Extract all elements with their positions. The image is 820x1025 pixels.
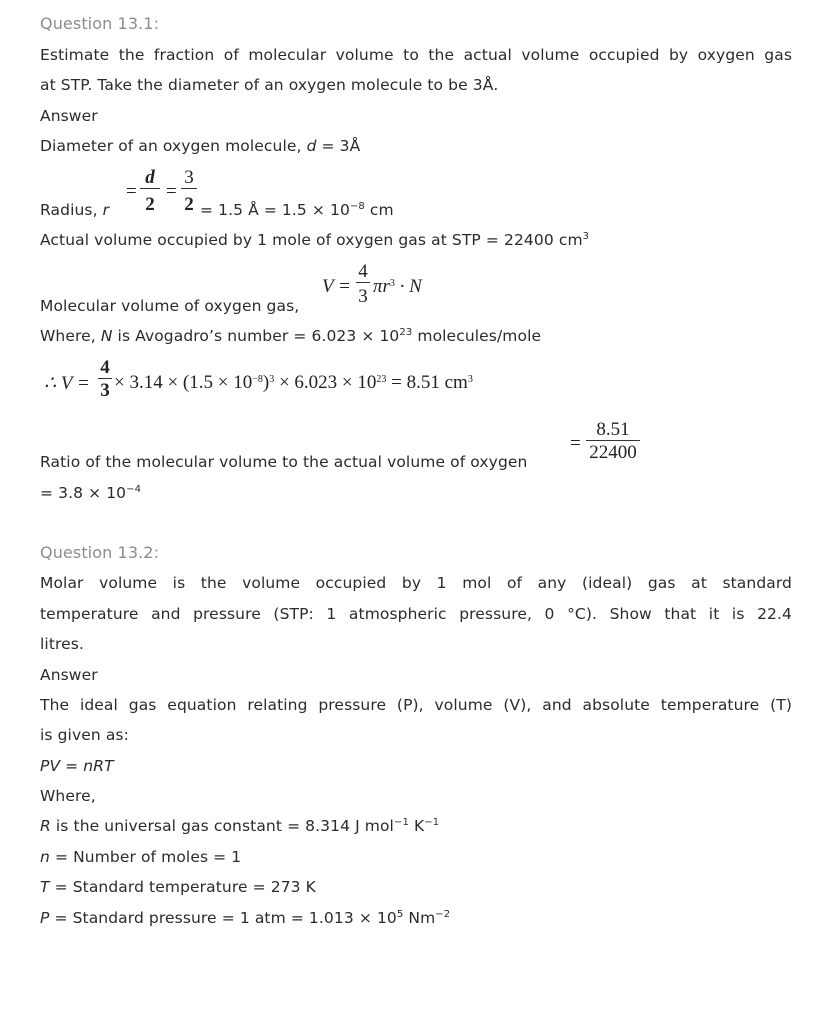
ideal-gas-line: is given as: [40,726,129,744]
variable: R [40,817,51,835]
fraction [140,168,160,215]
ratio-line: Ratio of the molecular volume to the actual volume of oxygen [40,453,528,471]
text: = 3.8 × 10 [40,484,127,502]
ideal-gas-line: The ideal gas equation relating pressure (P), volume (V), and absolute temperature (T) [40,696,792,714]
radius-result [200,200,394,220]
exponent: −1 [424,817,440,828]
exponent: 5 [396,909,404,920]
denominator: 22400 [589,442,637,463]
denominator: 2 [145,194,155,215]
text: πr [373,276,390,297]
text: = Number of moles = 1 [49,848,242,866]
formula-lhs: V = [322,276,351,297]
variable: T [40,878,50,896]
text: Radius, [40,201,103,219]
text: = Standard temperature = 273 K [49,878,316,896]
text: Diameter of an oxygen molecule, [40,137,307,155]
question-text-line: temperature and pressure (STP: 1 atmospheric pressure, 0 °C). Show that it is 22.4 [40,605,792,623]
text: Where, [40,327,101,345]
text: = Standard pressure = 1 atm = 1.013 × 10 [49,909,397,927]
pressure-line [40,908,450,928]
numerator: 4 [98,358,112,379]
text: × 3.14 × (1.5 × 10 [114,372,253,393]
text: ) [262,372,270,393]
text: is Avogadro’s number = 6.023 × 10 [112,327,400,345]
question-text-line: Molar volume is the volume occupied by 1 mol of any (ideal) gas at standard [40,574,792,592]
text: cm [364,201,394,219]
exponent: 3 [582,231,590,242]
formula-lhs: ∴ V = [44,373,90,394]
molecular-volume-label: Molecular volume of oxygen gas, [40,297,300,315]
denominator: 3 [100,380,110,401]
text: = 1.5 Å = 1.5 × 10 [200,201,350,219]
text: = 8.51 cm [386,372,468,393]
text: = 3Å [316,137,361,155]
text: Nm [403,909,436,927]
formula-rhs [373,276,422,298]
where-label: Where, [40,787,96,805]
ratio-result [40,483,141,503]
exponent: −8 [349,201,365,212]
text: · N [394,276,422,297]
text: is the universal gas constant = 8.314 J mol [50,817,394,835]
text: Actual volume occupied by 1 mole of oxygen gas at STP = 22400 cm [40,231,583,249]
question-text-line: litres. [40,635,84,653]
variable: P [40,909,50,927]
text: × 6.023 × 10 [274,372,377,393]
question-title: Question 13.2: [40,543,160,562]
variable: d [306,137,317,155]
answer-label: Answer [40,107,98,125]
fraction [586,420,640,463]
moles-line [40,847,241,867]
volume-calculation [44,358,524,402]
numerator: 4 [356,262,370,283]
ideal-gas-equation: PV = nRT [40,757,114,775]
exponent: −4 [126,484,142,495]
question-text-line: at STP. Take the diameter of an oxygen molecule to be 3Å. [40,76,499,94]
actual-volume-line [40,230,589,250]
fraction [356,262,370,307]
formula-rhs [114,372,473,394]
exponent: 3 [389,278,395,289]
text: molecules/mole [412,327,542,345]
variable: n [40,848,50,866]
fraction [98,358,112,401]
diameter-line [40,136,360,156]
numerator: 3 [181,168,197,189]
avogadro-line [40,326,541,346]
question-text-line: Estimate the fraction of molecular volume to the actual volume occupied by oxygen gas [40,46,792,64]
variable: N [100,327,113,345]
temperature-line [40,877,316,897]
denominator: 3 [358,286,368,307]
exponent: −8 [252,374,263,385]
numerator: d [140,168,160,189]
exponent: 23 [376,374,387,385]
answer-label: Answer [40,666,98,684]
text: K [408,817,425,835]
numerator: 8.51 [586,420,640,441]
exponent: 3 [269,374,275,385]
exponent: −1 [393,817,409,828]
radius-line [40,200,109,220]
exponent: −2 [435,909,451,920]
equals: = [570,433,581,454]
gas-constant-line [40,816,439,836]
exponent: 3 [467,374,473,385]
denominator: 2 [184,194,194,215]
question-title: Question 13.1: [40,14,160,33]
exponent: 23 [399,327,413,338]
fraction [181,168,197,215]
variable: r [102,201,110,219]
